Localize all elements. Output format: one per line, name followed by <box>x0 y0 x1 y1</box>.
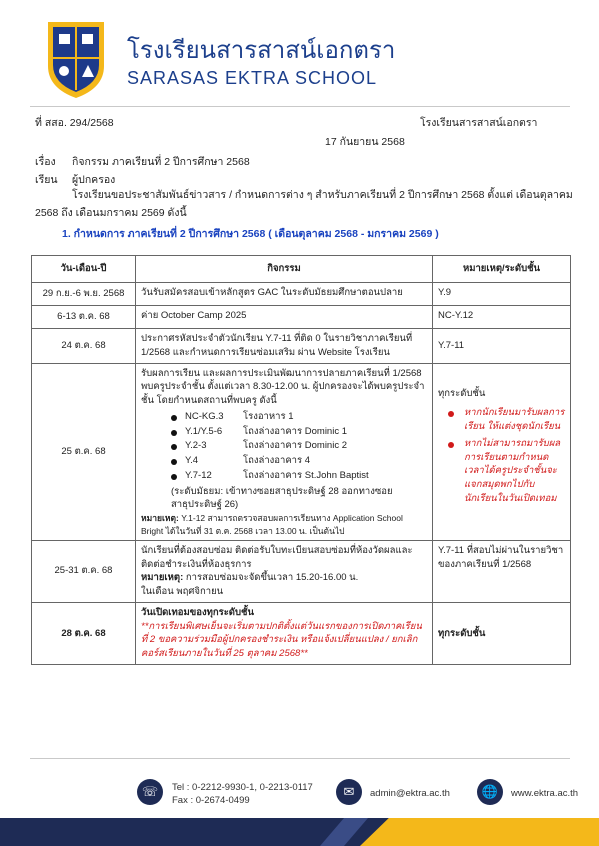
location-level: NC-KG.3 <box>185 410 224 422</box>
document-date: 17 กันยายน 2568 <box>325 136 405 148</box>
header-divider <box>30 106 570 107</box>
footer-divider <box>30 758 570 759</box>
location-place: โรงอาหาร 1 <box>243 410 294 422</box>
bullet-icon <box>171 430 177 436</box>
table-row <box>32 540 571 602</box>
body-paragraph-line-1: โรงเรียนขอประชาสัมพันธ์ข่าวสาร / กำหนดการต่าง ๆ สำหรับภาคเรียนที่ 2 ปีการศึกษา 2568 ตั้งแต่ เดือนตุลาคม <box>72 189 573 201</box>
header-note: หมายเหตุ/ระดับชั้น <box>433 256 571 283</box>
table-row <box>32 306 571 329</box>
row-note: NC-Y.12 <box>433 306 571 329</box>
bullet-icon <box>171 474 177 480</box>
footer-website-link[interactable]: www.ektra.ac.th <box>511 788 579 799</box>
secondary-entrance-note: (ระดับมัธยม: เข้าทางซอยสาธุประดิษฐ์ 28 ออกทางซอยสาธุประดิษฐ์ 26) <box>171 485 393 511</box>
table-header-row <box>32 256 571 283</box>
bullet-icon <box>448 442 454 448</box>
footer-fax: Fax : 0-2674-0499 <box>172 795 250 806</box>
document-number: ที่ สสอ. 294/2568 <box>35 117 114 129</box>
row-activity <box>136 602 433 664</box>
header-activity: กิจกรรม <box>136 256 433 283</box>
location-place: โถงล่างอาคาร St.John Baptist <box>243 469 369 481</box>
section-title: 1. กำหนดการ ภาคเรียนที่ 2 ปีการศึกษา 2568 ( เดือนตุลาคม 2568 - มกราคม 2569 ) <box>62 228 439 240</box>
subject-label: เรื่อง <box>35 156 56 168</box>
row-activity <box>136 540 433 602</box>
location-place: โถงล่างอาคาร 4 <box>243 455 311 467</box>
list-item <box>171 469 427 483</box>
row-date: 29 ก.ย.-6 พ.ย. 2568 <box>32 283 136 306</box>
phone-icon: ☏ <box>137 779 163 805</box>
mail-icon: ✉ <box>336 779 362 805</box>
row-note <box>433 363 571 540</box>
row-date: 25-31 ต.ค. 68 <box>32 540 136 602</box>
list-item <box>171 425 427 439</box>
row-activity: ประกาศรหัสประจำตัวนักเรียน Y.7-11 ที่ติด 0 ในรายวิชาภาคเรียนที่ 1/2568 และกำหนดการเรียนซ่อมเสริม ผ่าน Website โรงเรียน <box>136 329 433 364</box>
subject-text: กิจกรรม ภาคเรียนที่ 2 ปีการศึกษา 2568 <box>72 156 250 168</box>
row-note: Y.9 <box>433 283 571 306</box>
recipient-text: ผู้ปกครอง <box>72 174 116 186</box>
evening-class-notice: **การเรียนพิเศษเย็นจะเริ่มตามปกติตั้งแต่วันแรกของการเปิดภาคเรียนที่ 2 ขอความร่วมมือผู้ปกครองชำระเงิน หรือแจ้งเปลี่ยนแปลง / ยกเลิก คอร์สเรียนภายในวันที่ 25 ตุลาคม 2568** <box>141 620 422 660</box>
school-name-english: SARASAS EKTRA SCHOOL <box>127 68 378 88</box>
footer-gold-band <box>360 818 599 846</box>
table-row <box>32 329 571 364</box>
row-note: Y.7-11 ที่สอบไม่ผ่านในรายวิชาของภาคเรียนที่ 1/2568 <box>433 540 571 602</box>
row-date: 6-13 ต.ค. 68 <box>32 306 136 329</box>
school-name-thai: โรงเรียนสารสาสน์เอกตรา <box>127 36 396 64</box>
makeup-exam-text: นักเรียนที่ต้องสอบซ่อม ติดต่อรับใบทะเบียนสอบซ่อมที่ห้องวัดผลและติดต่อชำระเงินที่ห้องธุรการ <box>141 544 413 570</box>
remark <box>141 512 427 537</box>
exam-month: ในเดือน พฤศจิกายน <box>141 586 224 598</box>
row-date: 25 ต.ค. 68 <box>32 363 136 540</box>
header-date: วัน-เดือน-ปี <box>32 256 136 283</box>
recipient-label: เรียน <box>35 174 58 186</box>
remark-label: หมายเหตุ: <box>141 513 179 524</box>
issuing-organization: โรงเรียนสารสาสน์เอกตรา <box>420 117 538 129</box>
table-row <box>32 602 571 664</box>
list-item <box>171 454 427 468</box>
globe-icon: 🌐 <box>477 779 503 805</box>
location-level: Y.2-3 <box>185 440 207 452</box>
row-activity: ค่าย October Camp 2025 <box>136 306 433 329</box>
location-level: Y.7-12 <box>185 469 212 481</box>
bullet-icon <box>171 415 177 421</box>
table-row <box>32 363 571 540</box>
term-start-title: วันเปิดเทอมของทุกระดับชั้น <box>141 606 254 618</box>
list-item <box>171 439 427 453</box>
schedule-table <box>31 255 571 665</box>
footer-telephone: Tel : 0-2212-9930-1, 0-2213-0117 <box>172 782 313 793</box>
body-paragraph-line-2: 2568 ถึง เดือนมกราคม 2569 ดังนี้ <box>35 207 187 219</box>
row-date: 24 ต.ค. 68 <box>32 329 136 364</box>
table-row <box>32 283 571 306</box>
row-date: 28 ต.ค. 68 <box>32 602 136 664</box>
note-item-text: หากนักเรียนมารับผลการเรียน ให้แต่งชุดนักเรียน <box>464 407 565 433</box>
row-activity <box>136 363 433 540</box>
bullet-icon <box>448 411 454 417</box>
note-title: ทุกระดับชั้น <box>438 387 486 399</box>
row-note: Y.7-11 <box>433 329 571 364</box>
list-item <box>448 406 565 434</box>
remark-text: การสอบซ่อมจะจัดขึ้นเวลา 15.20-16.00 น. <box>185 572 359 584</box>
note-item-text: หากไม่สามารถมารับผลการเรียนตามกำหนดเวลาได้ครูประจำชั้นจะแจกสมุดพกไปกับนักเรียนในวันเปิดเทอม <box>464 437 561 504</box>
location-level: Y.4 <box>185 455 199 467</box>
meeting-location-list <box>141 410 427 483</box>
school-crest-logo <box>44 20 108 100</box>
bullet-icon <box>171 444 177 450</box>
list-item <box>448 437 565 506</box>
remark <box>141 571 427 585</box>
results-intro: รับผลการเรียน และผลการประเมินพัฒนาการปลายภาคเรียนที่ 1/2568 พบครูประจำชั้น ตั้งแต่เวลา 8.30-12.00 น. ผู้ปกครองจะได้พบครูประจำชั้น โดยกำหนดสถานที่พบครู ดังนี้ <box>141 367 425 407</box>
location-place: โถงล่างอาคาร Dominic 2 <box>243 440 347 452</box>
bullet-icon <box>171 459 177 465</box>
footer-email-link[interactable]: admin@ektra.ac.th <box>370 788 450 799</box>
row-note: ทุกระดับชั้น <box>433 602 571 664</box>
remark-label: หมายเหตุ: <box>141 572 184 584</box>
location-place: โถงล่างอาคาร Dominic 1 <box>243 425 347 437</box>
location-level: Y.1/Y.5-6 <box>185 425 223 437</box>
list-item <box>171 410 427 424</box>
note-list <box>438 406 565 505</box>
remark-text: Y.1-12 สามารถตรวจสอบผลการเรียนทาง Application School Bright ได้ในวันที่ 31 ต.ค. 2568 เวลา 13.00 น. เป็นต้นไป <box>141 513 403 536</box>
row-activity: วันรับสมัครสอบเข้าหลักสูตร GAC ในระดับมัธยมศึกษาตอนปลาย <box>136 283 433 306</box>
